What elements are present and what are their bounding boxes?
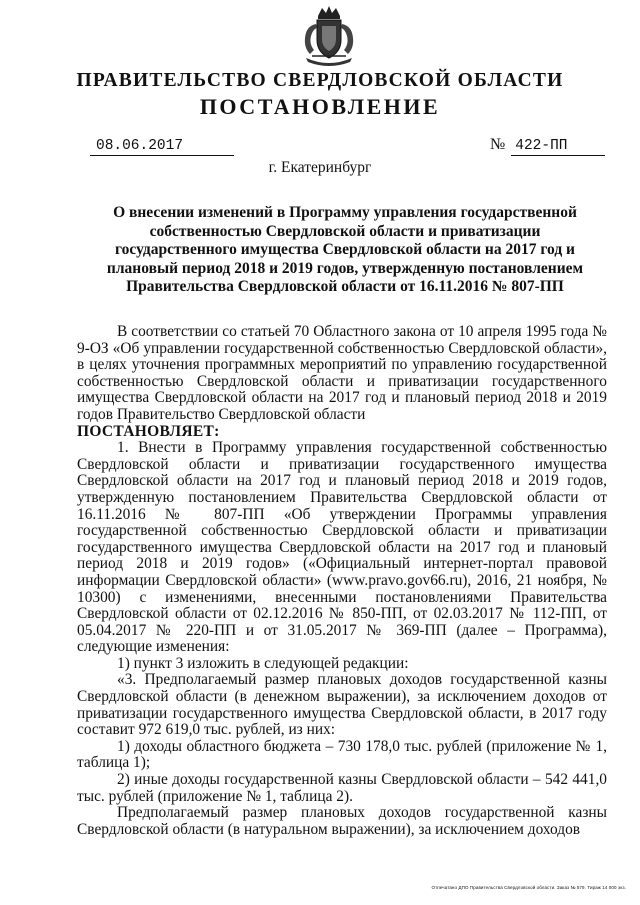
document-body: [77, 324, 607, 838]
government-name: ПРАВИТЕЛЬСТВО СВЕРДЛОВСКОЙ ОБЛАСТИ: [76, 70, 564, 91]
city: г. Екатеринбург: [268, 159, 372, 176]
decree-heading: ПОСТАНОВЛЯЕТ:: [77, 422, 220, 440]
print-footer: Отпечатано ДПО Правительства Свердловской области. Заказ № 579. Тираж 14 000 экз.: [431, 885, 626, 890]
quote-paragraph: «3. Предполагаемый размер плановых доходов государственной казны Свердловской области (в денежном выражении), за исключением доходов от приватизации государственного имущества Свердловской области, в 2017 году составит 972 619,0 тыс. рублей, из них:: [77, 671, 607, 739]
document-date: 08.06.2017: [90, 138, 234, 156]
subitem-1-paragraph: 1) пункт 3 изложить в следующей редакции:: [117, 654, 409, 672]
intro-paragraph: В соответствии со статьей 70 Областного закона от 10 апреля 1995 года № 9-ОЗ «Об управлении государственной собственностью Свердловской области», в целях уточнения программных мероприятий по управлению государственной собственностью Свердловской области и приватизации государственного имущества Свердловской области на 2017 год и плановый период 2018 и 2019 годов Правительство Свердловской области: [77, 323, 607, 423]
document-number: [490, 136, 605, 156]
quote-item-1: 1) доходы областного бюджета – 730 178,0 тыс. рублей (приложение № 1, таблица 1);: [77, 737, 607, 772]
item-1-paragraph: 1. Внести в Программу управления государственной собственностью Свердловской области и приватизации государственного имущества Свердловской области на 2017 год и плановый период 2018 и 2019 годов, утвержденную постановлением Правительства Свердловской области от 16.11.2016 № 807-ПП «Об утверждении Программы управления государственной собственностью Свердловской области и приватизации государственного имущества Свердловской области на 2017 год и плановый период 2018 и 2019 годов» («Официальный интернет-портал правовой информации Свердловской области» (www.pravo.gov66.ru), 2016, 21 ноября, № 10300) с изменениями, внесенными постановлениями Правительства Свердловской области от 02.12.2016 № 850-ПП, от 02.03.2017 № 112-ПП, от 05.04.2017 № 220-ПП и от 31.05.2017 № 369-ПП (далее – Программа), следующие изменения:: [77, 439, 607, 656]
quote-item-2: 2) иные доходы государственной казны Свердловской области – 542 441,0 тыс. рублей (приложение № 1, таблица 2).: [77, 771, 607, 805]
coat-of-arms-emblem: [298, 4, 360, 70]
document-type: ПОСТАНОВЛЕНИЕ: [199, 94, 441, 119]
document-title: О внесении изменений в Программу управления государственной собственностью Свердловской области и приватизации государственного имущества Свердловской области на 2017 год и плановый период 2018 и 2019 годов, утвержденную постановлением Правительства Свердловской области от 16.11.2016 № 807-ПП: [106, 204, 584, 295]
number-value: 422-ПП: [511, 138, 605, 156]
number-sign: №: [490, 136, 506, 153]
quote-paragraph-2: Предполагаемый размер плановых доходов государственной казны Свердловской области (в натуральном выражении), за исключением доходов: [77, 804, 607, 838]
